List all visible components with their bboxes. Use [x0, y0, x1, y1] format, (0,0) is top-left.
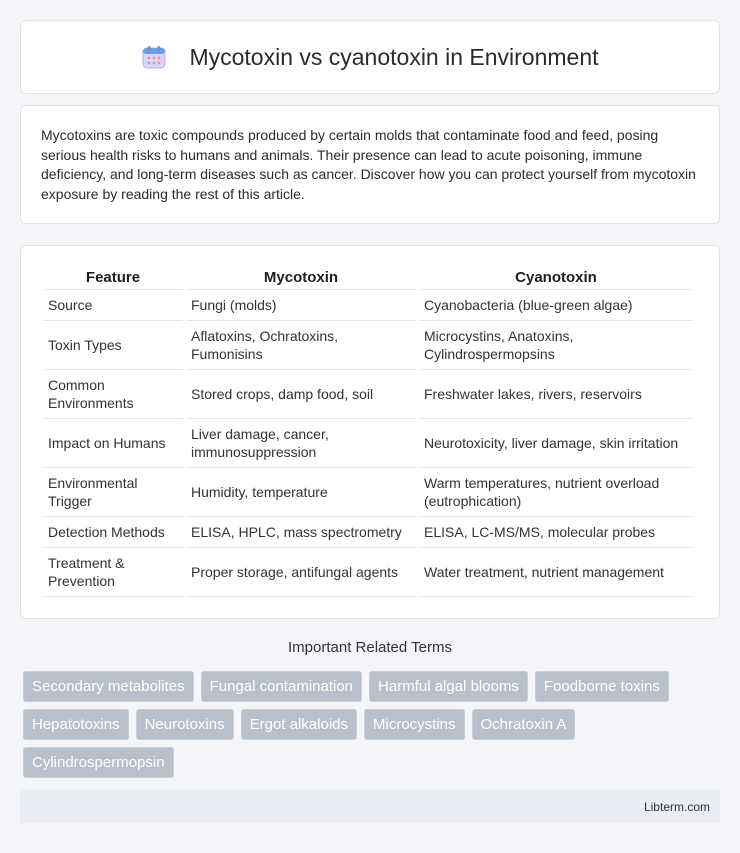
row-cyanotoxin: Cyanobacteria (blue-green algae): [419, 290, 693, 321]
related-terms-list: [23, 671, 713, 778]
table-row: [43, 290, 693, 321]
table-row: [43, 370, 693, 419]
comparison-table: [40, 266, 696, 597]
row-mycotoxin: ELISA, HPLC, mass spectrometry: [186, 517, 416, 548]
row-mycotoxin: Fungi (molds): [186, 290, 416, 321]
page-title: Mycotoxin vs cyanotoxin in Environment: [189, 43, 599, 70]
row-cyanotoxin: Warm temperatures, nutrient overload (eutrophication): [419, 468, 693, 517]
related-term-tag[interactable]: Ergot alkaloids: [241, 709, 357, 740]
row-feature: Environmental Trigger: [43, 468, 183, 517]
row-cyanotoxin: Neurotoxicity, liver damage, skin irritation: [419, 419, 693, 468]
row-feature: Impact on Humans: [43, 419, 183, 468]
row-feature: Source: [43, 290, 183, 321]
row-mycotoxin: Liver damage, cancer, immunosuppression: [186, 419, 416, 468]
row-mycotoxin: Aflatoxins, Ochratoxins, Fumonisins: [186, 321, 416, 370]
related-term-tag[interactable]: Foodborne toxins: [535, 671, 669, 702]
row-feature: Common Environments: [43, 370, 183, 419]
related-term-tag[interactable]: Microcystins: [364, 709, 465, 740]
table-row: [43, 468, 693, 517]
related-term-tag[interactable]: Harmful algal blooms: [369, 671, 528, 702]
row-mycotoxin: Humidity, temperature: [186, 468, 416, 517]
row-mycotoxin: Stored crops, damp food, soil: [186, 370, 416, 419]
comparison-card: [20, 245, 720, 619]
table-row: [43, 548, 693, 597]
row-feature: Detection Methods: [43, 517, 183, 548]
header-mycotoxin: Mycotoxin: [186, 266, 416, 290]
header-cyanotoxin: Cyanotoxin: [419, 266, 693, 290]
intro-card: [20, 105, 720, 224]
intro-text: Mycotoxins are toxic compounds produced by certain molds that contaminate food and feed, posing serious health risks to humans and animals. Their presence can lead to acute poisoning, immune deficiency, and long-term diseases such as cancer. Discover how you can protect yourself from mycotoxin exposure by reading the rest of this article.: [41, 127, 696, 202]
row-feature: Treatment & Prevention: [43, 548, 183, 597]
row-mycotoxin: Proper storage, antifungal agents: [186, 548, 416, 597]
related-term-tag[interactable]: Neurotoxins: [136, 709, 234, 740]
table-row: [43, 517, 693, 548]
title-card: [20, 20, 720, 94]
calendar-icon: [141, 44, 167, 70]
row-cyanotoxin: ELISA, LC-MS/MS, molecular probes: [419, 517, 693, 548]
table-row: [43, 321, 693, 370]
row-cyanotoxin: Freshwater lakes, rivers, reservoirs: [419, 370, 693, 419]
related-term-tag[interactable]: Fungal contamination: [201, 671, 362, 702]
row-cyanotoxin: Water treatment, nutrient management: [419, 548, 693, 597]
related-terms-heading: Important Related Terms: [288, 639, 452, 656]
footer-brand-link[interactable]: Libterm.com: [643, 799, 710, 814]
row-cyanotoxin: Microcystins, Anatoxins, Cylindrospermopsins: [419, 321, 693, 370]
table-row: [43, 419, 693, 468]
related-term-tag[interactable]: Cylindrospermopsin: [23, 747, 174, 778]
footer: [20, 790, 720, 823]
row-feature: Toxin Types: [43, 321, 183, 370]
related-term-tag[interactable]: Secondary metabolites: [23, 671, 194, 702]
header-feature: Feature: [43, 266, 183, 290]
related-term-tag[interactable]: Hepatotoxins: [23, 709, 129, 740]
related-term-tag[interactable]: Ochratoxin A: [472, 709, 576, 740]
